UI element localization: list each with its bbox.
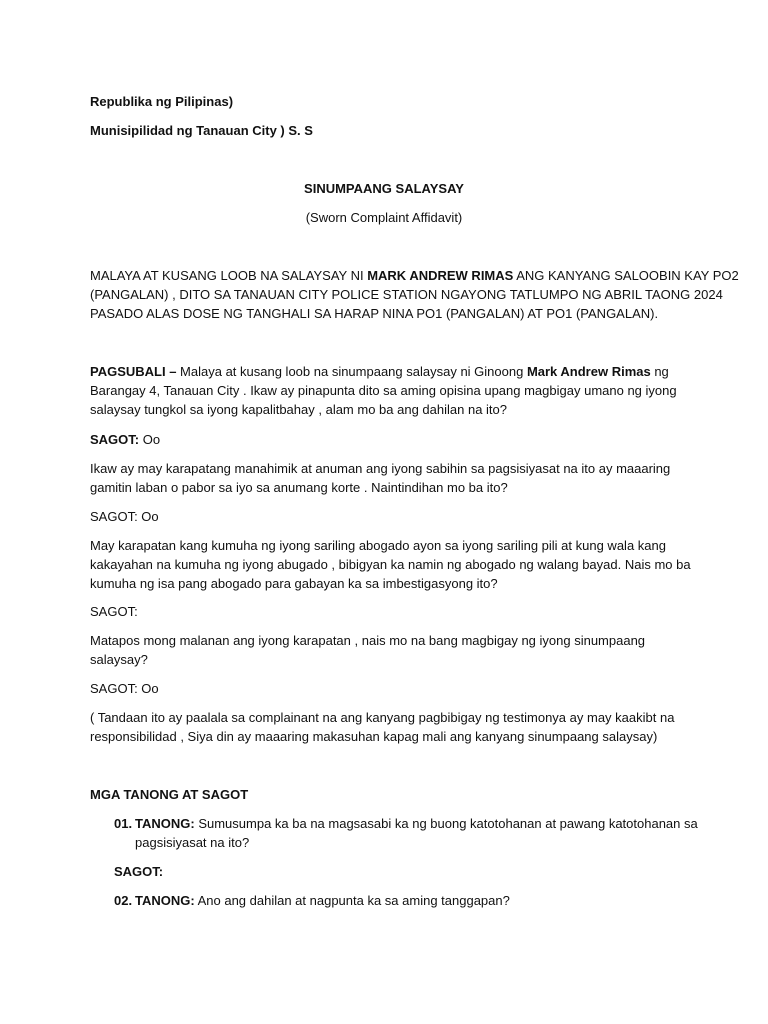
sagot-3: SAGOT:: [90, 604, 138, 619]
intro-line-1: [90, 266, 739, 285]
sagot-label: SAGOT:: [90, 432, 140, 447]
pagsubali-line-3: salaysay tungkol sa iyong kapalitbahay , alam mo ba ang dahilan na ito?: [90, 402, 507, 417]
paragraph-3-line-3: kumuha ng isa pang abogado para gabayan ka sa imbestigasyong ito?: [90, 576, 498, 591]
sagot-1: [90, 430, 160, 449]
paragraph-3-line-1: May karapatan kang kumuha ng iyong sariling abogado ayon sa iyong sariling pili at kung wala kang: [90, 538, 666, 553]
item-number: 02.: [114, 893, 133, 908]
header-munisipilidad: Munisipilidad ng Tanauan City ) S. S: [90, 123, 313, 138]
question-text: Ano ang dahilan at nagpunta ka sa aming tanggapan?: [194, 893, 510, 908]
question-2-line-1: [135, 891, 510, 910]
intro-line-2: (PANGALAN) , DITO SA TANAUAN CITY POLICE STATION NGAYONG TATLUMPO NG ABRIL TAONG 2024: [90, 287, 723, 302]
document-title: SINUMPAANG SALAYSAY: [304, 181, 464, 196]
tanong-label: TANONG:: [135, 816, 195, 831]
tanong-label: TANONG:: [135, 893, 195, 908]
paragraph-2-line-1: Ikaw ay may karapatang manahimik at anuman ang iyong sabihin sa pagsisiyasat na ito ay maaaring: [90, 461, 671, 476]
section-heading: MGA TANONG AT SAGOT: [90, 787, 249, 802]
pagsubali-line-1: [90, 362, 669, 381]
paragraph-5-line-1: ( Tandaan ito ay paalala sa complainant na ang kanyang pagbibigay ng testimonya ay may kaakibt na: [90, 710, 675, 725]
document-subtitle: (Sworn Complaint Affidavit): [305, 210, 463, 225]
pagsubali-line-2: Barangay 4, Tanauan City . Ikaw ay pinapunta dito sa aming opisina upang magbigay umano ng iyong: [90, 383, 677, 398]
paragraph-5-line-2: responsibilidad , Siya din ay maaaring makasuhan kapag mali ang kanyang sinumpaang salaysay): [90, 729, 658, 744]
answer-1-label: SAGOT:: [114, 864, 164, 879]
intro-text: ANG KANYANG SALOOBIN KAY PO2: [513, 268, 739, 283]
sagot-2: SAGOT: Oo: [90, 509, 159, 524]
header-republika: Republika ng Pilipinas): [90, 94, 234, 109]
complainant-name: MARK ANDREW RIMAS: [367, 268, 514, 283]
pagsubali-text: ng: [650, 364, 669, 379]
paragraph-2-line-2: gamitin laban o pabor sa iyo sa anumang korte . Naintindihan mo ba ito?: [90, 480, 508, 495]
paragraph-4-line-1: Matapos mong malanan ang iyong karapatan , nais mo na bang magbigay ng iyong sinumpaang: [90, 633, 646, 648]
sagot-value: Oo: [139, 432, 161, 447]
sagot-4: SAGOT: Oo: [90, 681, 159, 696]
question-1-line-2: pagsisiyasat na ito?: [135, 835, 250, 850]
question-text: Sumusumpa ka ba na magsasabi ka ng buong katotohanan at pawang katotohanan sa: [194, 816, 698, 831]
item-number: 01.: [114, 816, 133, 831]
question-1-line-1: [135, 814, 698, 833]
intro-text: MALAYA AT KUSANG LOOB NA SALAYSAY NI: [90, 268, 368, 283]
paragraph-3-line-2: kakayahan na kumuha ng iyong abugado , bibigyan ka namin ng abogado ng walang bayad. Nais mo ba: [90, 557, 691, 572]
complainant-name: Mark Andrew Rimas: [526, 364, 651, 379]
pagsubali-text: Malaya at kusang loob na sinumpaang salaysay ni Ginoong: [176, 364, 527, 379]
intro-line-3: PASADO ALAS DOSE NG TANGHALI SA HARAP NINA PO1 (PANGALAN) AT PO1 (PANGALAN).: [90, 306, 659, 321]
pagsubali-label: PAGSUBALI –: [90, 364, 177, 379]
paragraph-4-line-2: salaysay?: [90, 652, 148, 667]
